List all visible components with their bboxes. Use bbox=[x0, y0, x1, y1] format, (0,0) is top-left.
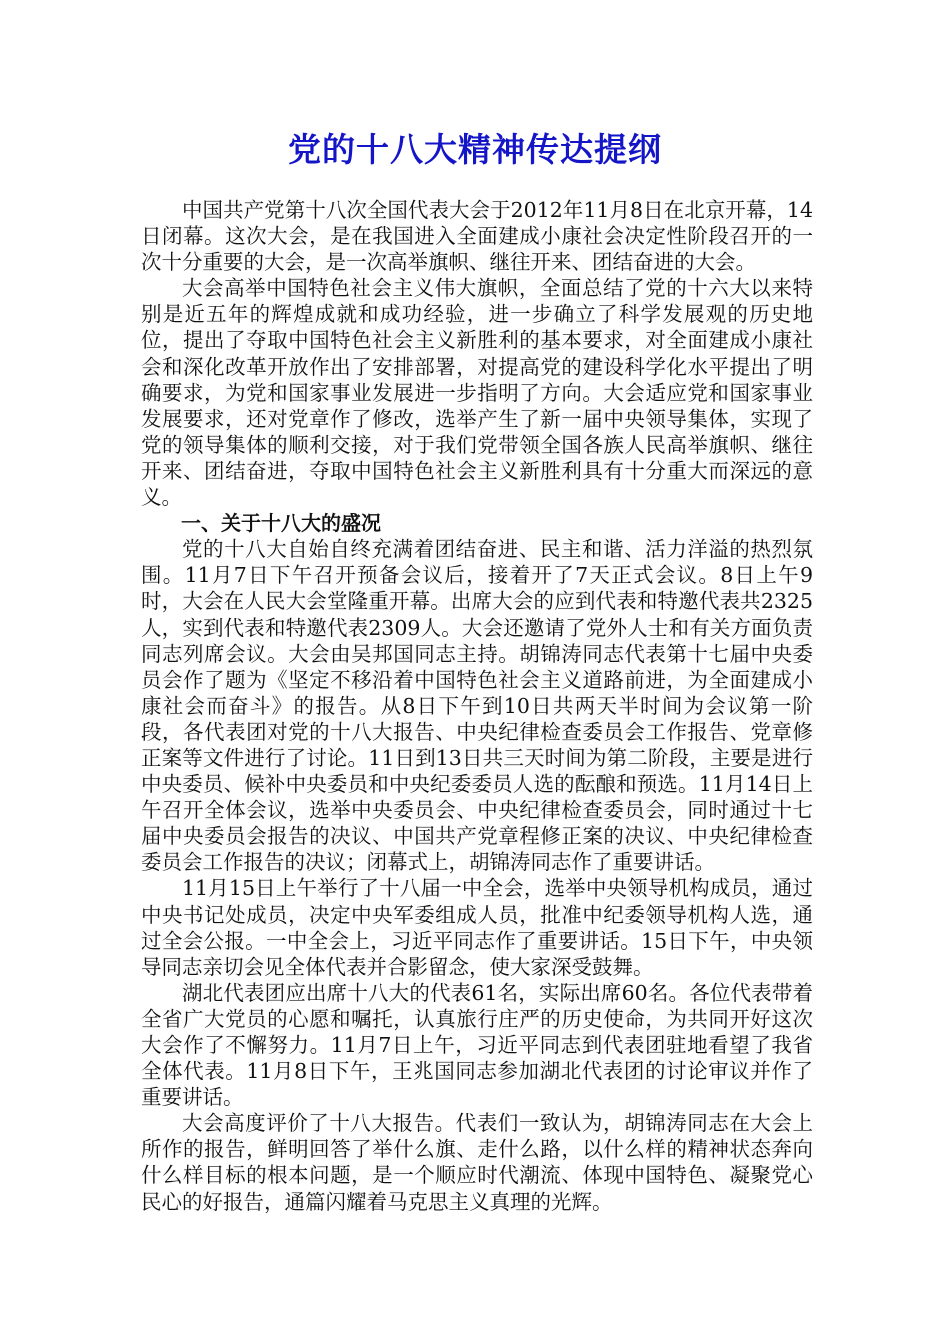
paragraph-significance: 大会高举中国特色社会主义伟大旗帜，全面总结了党的十六大以来特别是近五年的辉煌成就和成功经验，进一步确立了科学发展观的历史地位，提出了夺取中国特色社会主义新胜利的基本要求，对全面建成小康社会和深化改革开放作出了安排部署，对提高党的建设科学化水平提出了明确要求，为党和国家事业发展进一步指明了方向。大会适应党和国家事业发展要求，还对党章作了修改，选举产生了新一届中央领导集体，实现了党的领导集体的顺利交接，对于我们党带领全国各族人民高举旗帜、继往开来、团结奋进，夺取中国特色社会主义新胜利具有十分重大而深远的意义。 bbox=[141, 276, 813, 510]
document-title: 党的十八大精神传达提纲 bbox=[288, 130, 662, 169]
paragraph-intro: 中国共产党第十八次全国代表大会于2012年11月8日在北京开幕，14日闭幕。这次大会，是在我国进入全面建成小康社会决定性阶段召开的一次十分重要的大会，是一次高举旗帜、继往开来、团结奋进的大会。 bbox=[141, 198, 813, 275]
section-heading: 一、关于十八大的盛况 bbox=[181, 511, 381, 536]
paragraph-proceedings: 党的十八大自始自终充满着团结奋进、民主和谐、活力洋溢的热烈氛围。11月7日下午召开预备会议后，接着开了7天正式会议。8日上午9时，大会在人民大会堂隆重开幕。出席大会的应到代表和特邀代表共2325人，实到代表和特邀代表2309人。大会还邀请了党外人士和有关方面负责同志列席会议。大会由吴邦国同志主持。胡锦涛同志代表第十七届中央委员会作了题为《坚定不移沿着中国特色社会主义道路前进，为全面建成小康社会而奋斗》的报告。从8日下午到10日共两天半时间为会议第一阶段，各代表团对党的十八大报告、中央纪律检查委员会工作报告、党章修正案等文件进行了讨论。11日到13日共三天时间为第二阶段，主要是进行中央委员、候补中央委员和中央纪委委员人选的酝酿和预选。11月14日上午召开全体会议，选举中央委员会、中央纪律检查委员会，同时通过十七届中央委员会报告的决议、中国共产党章程修正案的决议、中央纪律检查委员会工作报告的决议；闭幕式上，胡锦涛同志作了重要讲话。 bbox=[141, 537, 813, 875]
paragraph-report-evaluation: 大会高度评价了十八大报告。代表们一致认为，胡锦涛同志在大会上所作的报告，鲜明回答了举什么旗、走什么路，以什么样的精神状态奔向什么样目标的根本问题，是一个顺应时代潮流、体现中国特色、凝聚党心民心的好报告，通篇闪耀着马克思主义真理的光辉。 bbox=[141, 1111, 813, 1214]
paragraph-hubei-delegation: 湖北代表团应出席十八大的代表61名，实际出席60名。各位代表带着全省广大党员的心愿和嘱托，认真旅行庄严的历史使命，为共同开好这次大会作了不懈努力。11月7日上午，习近平同志到代表团驻地看望了我省全体代表。11月8日下午，王兆国同志参加湖北代表团的讨论审议并作了重要讲话。 bbox=[141, 980, 813, 1110]
paragraph-plenary: 11月15日上午举行了十八届一中全会，选举中央领导机构成员，通过中央书记处成员，决定中央军委组成人员，批准中纪委领导机构人选，通过全会公报。一中全会上，习近平同志作了重要讲话。15日下午，中央领导同志亲切会见全体代表并合影留念，使大家深受鼓舞。 bbox=[141, 876, 813, 979]
document-body bbox=[141, 197, 813, 1215]
